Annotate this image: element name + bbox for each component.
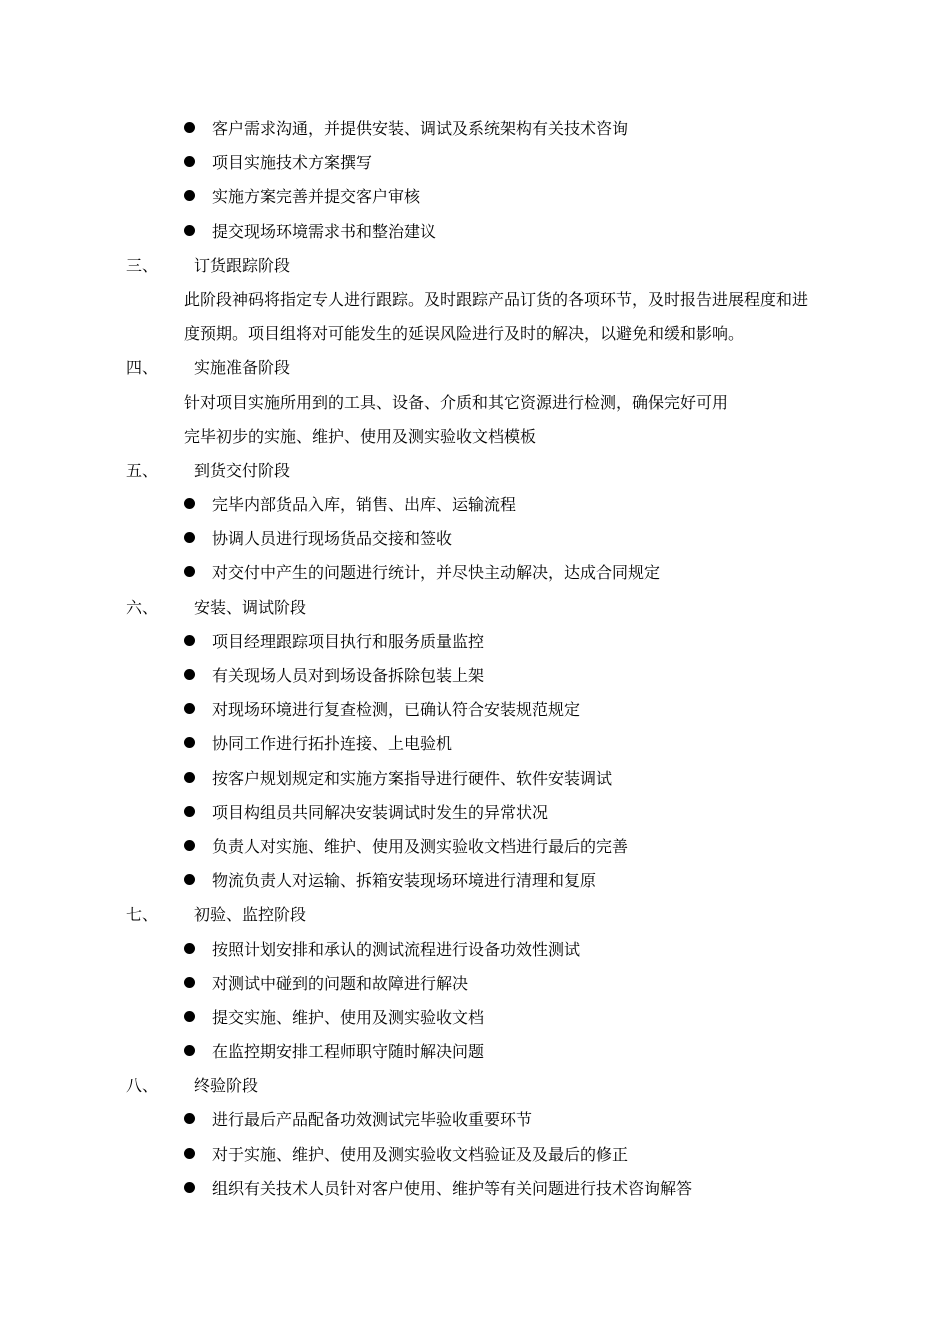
- bullet-icon: [184, 1182, 195, 1193]
- section-heading: [0, 898, 950, 932]
- bullet-item: [0, 556, 950, 590]
- document-page: [0, 112, 950, 1206]
- bullet-text: 进行最后产品配备功效测试完毕验收重要环节: [212, 1110, 533, 1130]
- section-number: 三、: [126, 255, 159, 275]
- section-title: 实施准备阶段: [194, 358, 291, 378]
- paragraph-line: [0, 317, 950, 351]
- section-number: 六、: [126, 597, 159, 617]
- section-title: 初验、监控阶段: [194, 905, 307, 925]
- section-title: 终验阶段: [194, 1076, 259, 1096]
- bullet-item: [0, 1138, 950, 1172]
- paragraph-text: 此阶段神码将指定专人进行跟踪。及时跟踪产品订货的各项环节，及时报告进展程度和进: [184, 289, 809, 309]
- bullet-text: 对交付中产生的问题进行统计，并尽快主动解决，达成合同规定: [212, 563, 661, 583]
- bullet-text: 协同工作进行拓扑连接、上电验机: [212, 734, 453, 754]
- bullet-text: 项目实施技术方案撰写: [212, 153, 373, 173]
- bullet-item: [0, 1103, 950, 1137]
- bullet-item: [0, 1001, 950, 1035]
- section-heading: [0, 591, 950, 625]
- bullet-icon: [184, 532, 195, 543]
- bullet-text: 协调人员进行现场货品交接和签收: [212, 529, 453, 549]
- bullet-item: [0, 146, 950, 180]
- bullet-item: [0, 762, 950, 796]
- bullet-text: 项目经理跟踪项目执行和服务质量监控: [212, 631, 485, 651]
- bullet-icon: [184, 737, 195, 748]
- bullet-icon: [184, 122, 195, 133]
- bullet-text: 在监控期安排工程师职守随时解决问题: [212, 1042, 485, 1062]
- bullet-text: 实施方案完善并提交客户审核: [212, 187, 421, 207]
- section-heading: [0, 454, 950, 488]
- bullet-icon: [184, 1148, 195, 1159]
- paragraph-line: [0, 386, 950, 420]
- bullet-icon: [184, 190, 195, 201]
- bullet-item: [0, 727, 950, 761]
- bullet-icon: [184, 1113, 195, 1124]
- bullet-item: [0, 933, 950, 967]
- bullet-icon: [184, 772, 195, 783]
- bullet-text: 物流负责人对运输、拆箱安装现场环境进行清理和复原: [212, 871, 597, 891]
- bullet-item: [0, 659, 950, 693]
- bullet-item: [0, 1172, 950, 1206]
- bullet-item: [0, 693, 950, 727]
- bullet-item: [0, 215, 950, 249]
- bullet-icon: [184, 566, 195, 577]
- bullet-text: 组织有关技术人员针对客户使用、维护等有关问题进行技术咨询解答: [212, 1178, 693, 1198]
- bullet-icon: [184, 703, 195, 714]
- paragraph-text: 针对项目实施所用到的工具、设备、介质和其它资源进行检测，确保完好可用: [184, 392, 729, 412]
- section-title: 安装、调试阶段: [194, 597, 307, 617]
- bullet-icon: [184, 156, 195, 167]
- section-number: 七、: [126, 905, 159, 925]
- bullet-item: [0, 522, 950, 556]
- bullet-item: [0, 1035, 950, 1069]
- bullet-text: 有关现场人员对到场设备拆除包装上架: [212, 666, 485, 685]
- bullet-icon: [184, 874, 195, 885]
- bullet-item: [0, 864, 950, 898]
- bullet-item: [0, 112, 950, 146]
- bullet-icon: [184, 635, 195, 646]
- paragraph-text: 完毕初步的实施、维护、使用及测实验收文档模板: [184, 426, 537, 446]
- bullet-text: 客户需求沟通，并提供安装、调试及系统架构有关技术咨询: [212, 119, 629, 138]
- bullet-item: [0, 180, 950, 214]
- bullet-item: [0, 625, 950, 659]
- bullet-icon: [184, 498, 195, 509]
- section-heading: [0, 351, 950, 385]
- bullet-icon: [184, 669, 195, 680]
- bullet-icon: [184, 1045, 195, 1056]
- bullet-item: [0, 796, 950, 830]
- bullet-text: 负责人对实施、维护、使用及测实验收文档进行最后的完善: [212, 836, 629, 856]
- bullet-icon: [184, 977, 195, 988]
- section-title: 到货交付阶段: [194, 460, 291, 480]
- bullet-text: 提交现场环境需求书和整治建议: [212, 221, 437, 241]
- bullet-text: 对现场环境进行复查检测，已确认符合安装规范规定: [212, 700, 581, 720]
- bullet-item: [0, 488, 950, 522]
- paragraph-text: 度预期。项目组将对可能发生的延误风险进行及时的解决，以避免和缓和影响。: [184, 324, 745, 344]
- section-number: 四、: [126, 358, 159, 378]
- section-title: 订货跟踪阶段: [194, 255, 291, 275]
- bullet-item: [0, 830, 950, 864]
- section-heading: [0, 249, 950, 283]
- bullet-text: 完毕内部货品入库，销售、出库、运输流程: [212, 495, 517, 515]
- bullet-text: 按照计划安排和承认的测试流程进行设备功效性测试: [212, 939, 581, 959]
- bullet-icon: [184, 806, 195, 817]
- bullet-text: 项目构组员共同解决安装调试时发生的异常状况: [212, 802, 549, 822]
- bullet-icon: [184, 1011, 195, 1022]
- bullet-icon: [184, 225, 195, 236]
- bullet-text: 对于实施、维护、使用及测实验收文档验证及及最后的修正: [212, 1144, 629, 1164]
- bullet-text: 提交实施、维护、使用及测实验收文档: [212, 1007, 485, 1027]
- section-number: 五、: [126, 460, 159, 480]
- bullet-icon: [184, 840, 195, 851]
- bullet-text: 按客户规划规定和实施方案指导进行硬件、软件安装调试: [212, 768, 613, 788]
- bullet-icon: [184, 943, 195, 954]
- section-heading: [0, 1069, 950, 1103]
- paragraph-line: [0, 283, 950, 317]
- bullet-item: [0, 967, 950, 1001]
- paragraph-line: [0, 420, 950, 454]
- bullet-text: 对测试中碰到的问题和故障进行解决: [212, 973, 469, 993]
- section-number: 八、: [126, 1076, 159, 1096]
